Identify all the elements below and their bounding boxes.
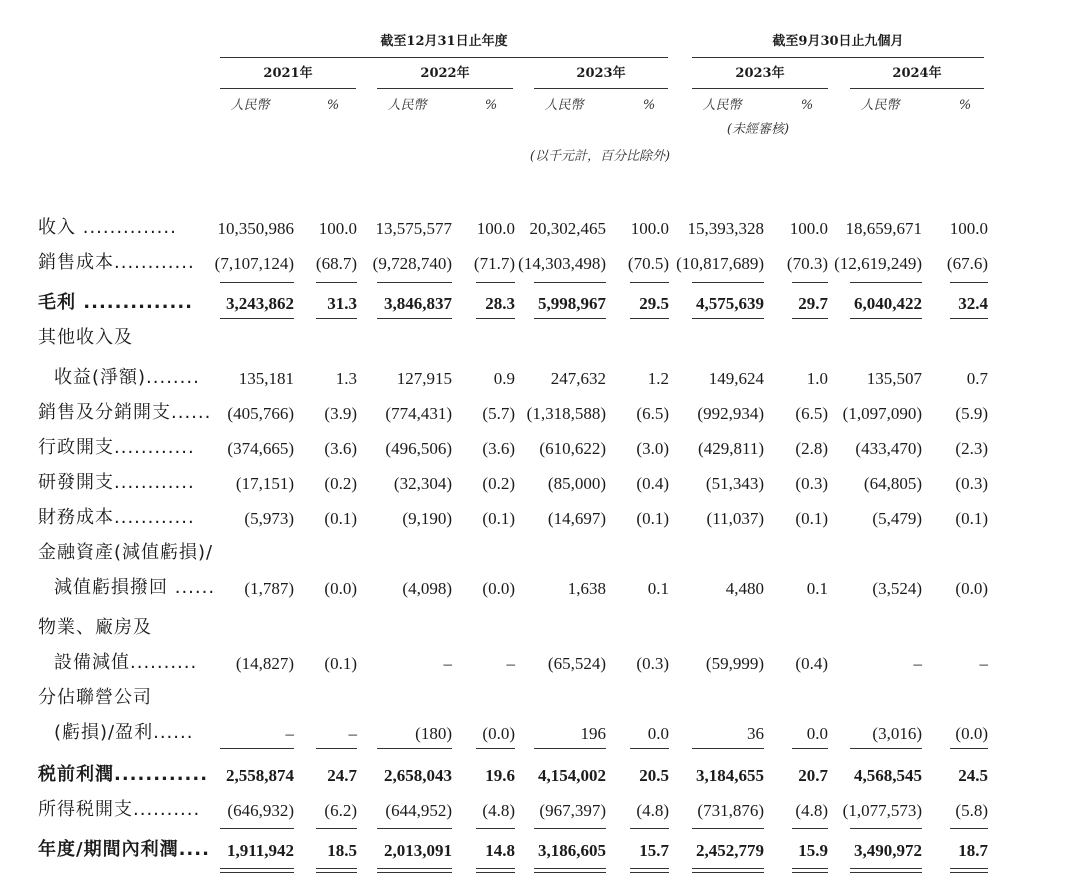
cell-2021-pct: 18.5: [327, 841, 357, 860]
cell-2023-9m-rmb: (429,811): [698, 439, 764, 458]
subtotal-rule: [476, 748, 515, 749]
cell-2023-rmb: 5,998,967: [538, 294, 606, 313]
cell-2022-pct: (0.0): [482, 579, 515, 598]
total-double-rule: [692, 868, 764, 873]
cell-2023-9m-pct: 0.1: [806, 579, 828, 598]
table-row: [0, 500, 1080, 534]
cell-2022-pct: (4.8): [482, 801, 515, 820]
cell-2021-pct: (3.6): [324, 439, 357, 458]
unaudited-note: (未經審核): [726, 122, 790, 137]
currency-header: 人民幣: [230, 98, 270, 113]
cell-2021-pct: (3.9): [324, 404, 357, 423]
table-row: [0, 535, 1080, 569]
total-double-rule: [377, 868, 452, 873]
table-row: [0, 610, 1080, 644]
cell-2023-pct: 100.0: [630, 219, 669, 238]
subtotal-rule: [377, 282, 452, 283]
table-row: [0, 715, 1080, 749]
cell-2021-pct: (0.2): [324, 474, 357, 493]
cell-2024-9m-rmb: –: [913, 654, 922, 673]
cell-2024-9m-rmb: 135,507: [866, 369, 922, 388]
cell-2024-9m-rmb: (1,097,090): [842, 404, 922, 423]
cell-2023-9m-rmb: 4,480: [725, 579, 764, 598]
currency-header: 人民幣: [702, 98, 742, 113]
group-underline-9m: [692, 57, 984, 58]
cell-2023-rmb: (85,000): [547, 474, 606, 493]
subtotal-rule: [316, 282, 357, 283]
cell-2024-9m-rmb: 3,490,972: [854, 841, 922, 860]
row-label: 收入 ..............: [38, 217, 177, 238]
row-label: 行政開支............: [38, 437, 195, 458]
row-label: 設備減值..........: [54, 652, 198, 673]
subtotal-rule: [850, 828, 922, 829]
subtotal-rule: [692, 748, 764, 749]
cell-2023-pct: 29.5: [639, 294, 669, 313]
cell-2023-rmb: (610,622): [539, 439, 606, 458]
cell-2021-pct: 100.0: [318, 219, 357, 238]
cell-2024-9m-rmb: (5,479): [872, 509, 922, 528]
cell-2023-pct: 20.5: [639, 766, 669, 785]
cell-2023-9m-pct: (6.5): [795, 404, 828, 423]
cell-2023-9m-rmb: 3,184,655: [696, 766, 764, 785]
cell-2022-rmb: (644,952): [385, 801, 452, 820]
cell-2024-9m-pct: 32.4: [958, 294, 988, 313]
subtotal-rule: [476, 318, 515, 319]
cell-2023-rmb: (967,397): [539, 801, 606, 820]
cell-2024-9m-pct: 0.7: [966, 369, 988, 388]
cell-2022-pct: (71.7): [473, 254, 515, 273]
cell-2022-rmb: (4,098): [402, 579, 452, 598]
row-label: 財務成本............: [38, 507, 195, 528]
cell-2024-9m-pct: –: [979, 654, 988, 673]
cell-2024-9m-pct: (0.0): [955, 724, 988, 743]
cell-2023-9m-rmb: (731,876): [697, 801, 764, 820]
subtotal-rule: [220, 748, 294, 749]
cell-2023-pct: 0.0: [647, 724, 669, 743]
cell-2022-pct: (0.2): [482, 474, 515, 493]
cell-2021-rmb: 2,558,874: [226, 766, 294, 785]
cell-2024-9m-pct: 100.0: [949, 219, 988, 238]
cell-2022-rmb: 2,013,091: [384, 841, 452, 860]
currency-header: 人民幣: [860, 98, 900, 113]
cell-2021-pct: 31.3: [327, 294, 357, 313]
subtotal-rule: [630, 828, 669, 829]
cell-2024-9m-pct: (0.0): [955, 579, 988, 598]
subtotal-rule: [377, 828, 452, 829]
subtotal-rule: [692, 282, 764, 283]
subtotal-rule: [220, 828, 294, 829]
cell-2021-rmb: 10,350,986: [217, 219, 294, 238]
cell-2023-rmb: 3,186,605: [538, 841, 606, 860]
cell-2021-rmb: (17,151): [235, 474, 294, 493]
cell-2023-pct: 1.2: [647, 369, 669, 388]
cell-2021-rmb: 1,911,942: [226, 841, 294, 860]
subtotal-rule: [534, 828, 606, 829]
cell-2022-pct: 100.0: [476, 219, 515, 238]
cell-2023-9m-rmb: 2,452,779: [696, 841, 764, 860]
cell-2021-rmb: (14,827): [235, 654, 294, 673]
cell-2021-pct: (0.1): [324, 654, 357, 673]
cell-2023-9m-pct: 0.0: [806, 724, 828, 743]
subtotal-rule: [692, 828, 764, 829]
year-header-2022: 2022年: [420, 66, 470, 81]
cell-2024-9m-pct: (5.9): [955, 404, 988, 423]
percent-header: %: [326, 98, 340, 113]
subtotal-rule: [476, 828, 515, 829]
cell-2023-pct: (6.5): [636, 404, 669, 423]
cell-2021-pct: (0.1): [324, 509, 357, 528]
subtotal-rule: [850, 318, 922, 319]
cell-2022-rmb: 13,575,577: [375, 219, 452, 238]
subtotal-rule: [316, 318, 357, 319]
percent-header: %: [642, 98, 656, 113]
cell-2022-rmb: (32,304): [393, 474, 452, 493]
subtotal-rule: [630, 748, 669, 749]
cell-2023-pct: (0.1): [636, 509, 669, 528]
cell-2023-rmb: (65,524): [547, 654, 606, 673]
cell-2021-pct: –: [348, 724, 357, 743]
year-underline-2023-9m: [692, 88, 828, 89]
subtotal-rule: [316, 748, 357, 749]
cell-2022-pct: 0.9: [493, 369, 515, 388]
cell-2023-pct: (0.4): [636, 474, 669, 493]
cell-2021-rmb: (7,107,124): [214, 254, 294, 273]
table-row: [0, 757, 1080, 791]
cell-2021-rmb: 135,181: [238, 369, 294, 388]
cell-2024-9m-pct: [868, 687, 988, 711]
cell-2022-pct: 14.8: [485, 841, 515, 860]
cell-2023-9m-pct: (2.8): [795, 439, 828, 458]
cell-2022-pct: (3.6): [482, 439, 515, 458]
cell-2023-rmb: (14,697): [547, 509, 606, 528]
row-label: 銷售及分銷開支......: [38, 402, 212, 423]
cell-2022-rmb: (496,506): [385, 439, 452, 458]
cell-2021-rmb: (646,932): [227, 801, 294, 820]
cell-2024-9m-rmb: (64,805): [863, 474, 922, 493]
cell-2022-pct: (0.1): [482, 509, 515, 528]
cell-2023-rmb: 196: [580, 724, 606, 743]
cell-2023-pct: (3.0): [636, 439, 669, 458]
cell-2022-rmb: 127,915: [396, 369, 452, 388]
cell-2023-9m-pct: 20.7: [798, 766, 828, 785]
cell-2023-9m-rmb: (10,817,689): [676, 254, 764, 273]
subtotal-rule: [534, 748, 606, 749]
cell-2023-9m-pct: (4.8): [795, 801, 828, 820]
cell-2023-9m-rmb: 149,624: [708, 369, 764, 388]
subtotal-rule: [950, 748, 988, 749]
subtotal-rule: [534, 282, 606, 283]
subtotal-rule: [630, 282, 669, 283]
cell-2024-9m-pct: [868, 542, 988, 566]
cell-2022-rmb: –: [443, 654, 452, 673]
group-underline-fy: [220, 57, 668, 58]
table-row: [0, 792, 1080, 826]
cell-2022-pct: (0.0): [482, 724, 515, 743]
cell-2024-9m-rmb: (3,016): [872, 724, 922, 743]
subtotal-rule: [950, 828, 988, 829]
cell-2023-rmb: (1,318,588): [526, 404, 606, 423]
subtotal-rule: [220, 318, 294, 319]
cell-2023-9m-pct: (0.4): [795, 654, 828, 673]
cell-2023-rmb: 1,638: [567, 579, 606, 598]
cell-2024-9m-rmb: 6,040,422: [854, 294, 922, 313]
subtotal-rule: [792, 828, 828, 829]
cell-2023-9m-pct: 15.9: [798, 841, 828, 860]
cell-2021-rmb: (1,787): [244, 579, 294, 598]
year-header-2021: 2021年: [263, 66, 313, 81]
row-label: 年度/期間內利潤....: [38, 839, 210, 860]
cell-2023-rmb: 247,632: [550, 369, 606, 388]
total-double-rule: [950, 868, 988, 873]
total-double-rule: [316, 868, 357, 873]
cell-2024-9m-pct: (0.3): [955, 474, 988, 493]
cell-2023-9m-rmb: (51,343): [705, 474, 764, 493]
percent-header: %: [958, 98, 972, 113]
total-double-rule: [630, 868, 669, 873]
total-double-rule: [850, 868, 922, 873]
subtotal-rule: [630, 318, 669, 319]
table-row: [0, 285, 1080, 319]
cell-2022-rmb: 3,846,837: [384, 294, 452, 313]
subtotal-rule: [692, 318, 764, 319]
cell-2023-rmb: 4,154,002: [538, 766, 606, 785]
cell-2023-9m-pct: 29.7: [798, 294, 828, 313]
cell-2021-rmb: (5,973): [244, 509, 294, 528]
cell-2021-rmb: –: [285, 724, 294, 743]
table-row: [0, 465, 1080, 499]
cell-2022-rmb: (774,431): [385, 404, 452, 423]
table-row: [0, 430, 1080, 464]
cell-2023-pct: (4.8): [636, 801, 669, 820]
row-label: 其他收入及: [38, 327, 133, 348]
cell-2021-rmb: (374,665): [227, 439, 294, 458]
subtotal-rule: [476, 282, 515, 283]
row-label: 研發開支............: [38, 472, 195, 493]
cell-2023-9m-pct: (70.3): [786, 254, 828, 273]
cell-2023-9m-pct: (0.1): [795, 509, 828, 528]
currency-header: 人民幣: [387, 98, 427, 113]
cell-2021-pct: (68.7): [315, 254, 357, 273]
table-row: [0, 210, 1080, 244]
cell-2023-9m-pct: (0.3): [795, 474, 828, 493]
cell-2022-pct: 19.6: [485, 766, 515, 785]
cell-2021-pct: 1.3: [335, 369, 357, 388]
table-row: [0, 570, 1080, 604]
subtotal-rule: [316, 828, 357, 829]
currency-header: 人民幣: [544, 98, 584, 113]
cell-2022-rmb: (9,190): [402, 509, 452, 528]
cell-2023-9m-rmb: 4,575,639: [696, 294, 764, 313]
total-double-rule: [534, 868, 606, 873]
cell-2023-9m-rmb: 36: [747, 724, 764, 743]
subtotal-rule: [220, 282, 294, 283]
subtotal-rule: [534, 318, 606, 319]
total-double-rule: [792, 868, 828, 873]
row-label: 物業、廠房及: [38, 617, 152, 638]
cell-2024-9m-pct: [868, 617, 988, 641]
cell-2023-rmb: (14,303,498): [518, 254, 606, 273]
table-row: [0, 680, 1080, 714]
row-label: 減值虧損撥回 ......: [54, 577, 216, 598]
cell-2021-rmb: 3,243,862: [226, 294, 294, 313]
year-underline-2021: [220, 88, 356, 89]
cell-2022-pct: 28.3: [485, 294, 515, 313]
cell-2024-9m-rmb: (1,077,573): [842, 801, 922, 820]
subtotal-rule: [950, 282, 988, 283]
cell-2024-9m-pct: 24.5: [958, 766, 988, 785]
cell-2023-pct: (0.3): [636, 654, 669, 673]
cell-2023-9m-rmb: (11,037): [706, 509, 764, 528]
cell-2022-rmb: (9,728,740): [372, 254, 452, 273]
subtotal-rule: [377, 318, 452, 319]
cell-2023-9m-rmb: (992,934): [697, 404, 764, 423]
cell-2024-9m-rmb: 4,568,545: [854, 766, 922, 785]
percent-header: %: [800, 98, 814, 113]
cell-2024-9m-rmb: (433,470): [855, 439, 922, 458]
cell-2023-rmb: 20,302,465: [529, 219, 606, 238]
cell-2023-9m-rmb: (59,999): [705, 654, 764, 673]
cell-2021-pct: (6.2): [324, 801, 357, 820]
table-row: [0, 320, 1080, 354]
cell-2023-9m-rmb: 15,393,328: [687, 219, 764, 238]
cell-2022-rmb: (180): [415, 724, 452, 743]
cell-2022-pct: –: [506, 654, 515, 673]
cell-2024-9m-rmb: (3,524): [872, 579, 922, 598]
year-header-2024-9m: 2024年: [892, 66, 942, 81]
cell-2022-pct: (5.7): [482, 404, 515, 423]
table-row: [0, 395, 1080, 429]
row-label: 銷售成本............: [38, 252, 195, 273]
cell-2023-9m-pct: 100.0: [789, 219, 828, 238]
unit-note: (以千元計，百分比除外): [529, 149, 671, 164]
table-row: [0, 245, 1080, 279]
cell-2022-rmb: 2,658,043: [384, 766, 452, 785]
cell-2024-9m-pct: (2.3): [955, 439, 988, 458]
subtotal-rule: [792, 318, 828, 319]
cell-2024-9m-rmb: (12,619,249): [834, 254, 922, 273]
total-double-rule: [476, 868, 515, 873]
row-label: 分佔聯營公司: [38, 687, 152, 708]
row-label: 金融資產(減值虧損)/: [38, 542, 214, 563]
cell-2021-rmb: (405,766): [227, 404, 294, 423]
cell-2024-9m-rmb: 18,659,671: [845, 219, 922, 238]
row-label: (虧損)/盈利......: [54, 722, 194, 743]
subtotal-rule: [950, 318, 988, 319]
subtotal-rule: [850, 282, 922, 283]
cell-2023-pct: 15.7: [639, 841, 669, 860]
row-label: 收益(淨額)........: [54, 367, 200, 388]
year-underline-2024-9m: [850, 88, 984, 89]
cell-2021-pct: (0.0): [324, 579, 357, 598]
row-label: 毛利 ..............: [38, 292, 193, 313]
cell-2023-pct: (70.5): [627, 254, 669, 273]
cell-2024-9m-pct: (5.8): [955, 801, 988, 820]
year-underline-2022: [377, 88, 513, 89]
cell-2021-pct: 24.7: [327, 766, 357, 785]
group-header-9m: 截至9月30日止九個月: [772, 34, 904, 49]
row-label: 税前利潤............: [38, 764, 209, 785]
table-row: [0, 360, 1080, 394]
subtotal-rule: [377, 748, 452, 749]
group-header-fy: 截至12月31日止年度: [380, 34, 508, 49]
subtotal-rule: [850, 748, 922, 749]
cell-2023-pct: 0.1: [647, 579, 669, 598]
cell-2024-9m-pct: (0.1): [955, 509, 988, 528]
table-row: [0, 832, 1080, 866]
year-header-2023-9m: 2023年: [735, 66, 785, 81]
cell-2024-9m-pct: 18.7: [958, 841, 988, 860]
year-underline-2023: [534, 88, 668, 89]
table-row: [0, 645, 1080, 679]
total-double-rule: [220, 868, 294, 873]
subtotal-rule: [792, 282, 828, 283]
year-header-2023: 2023年: [576, 66, 626, 81]
cell-2024-9m-pct: (67.6): [946, 254, 988, 273]
row-label: 所得税開支..........: [38, 799, 201, 820]
cell-2023-9m-pct: 1.0: [806, 369, 828, 388]
subtotal-rule: [792, 748, 828, 749]
percent-header: %: [484, 98, 498, 113]
cell-2024-9m-pct: [868, 327, 988, 351]
